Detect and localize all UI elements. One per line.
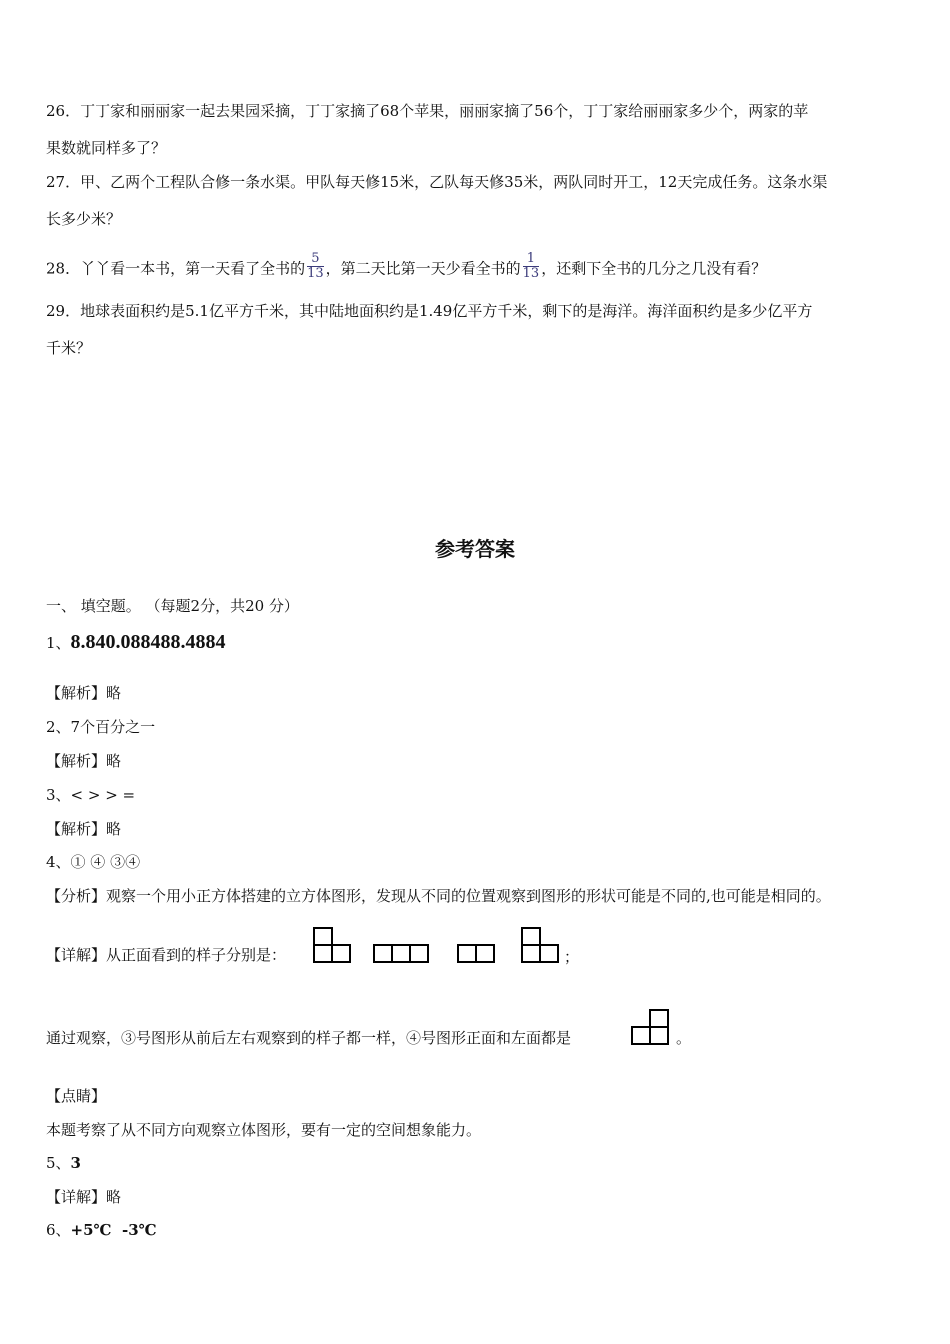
- answer-1-value: 8.840.088488.4884: [70, 631, 226, 653]
- analysis-3: 【解析】略: [46, 820, 122, 838]
- fraction-1-13: [523, 252, 540, 281]
- question-27-line-1: 27．甲、乙两个工程队合修一条水渠。甲队每天修15米，乙队每天修35米，两队同时开工，12天完成任务。这条水渠: [46, 173, 828, 191]
- question-28-text-1: 28．丫丫看一本书，第一天看了全书的: [46, 259, 306, 278]
- front-view-figure-1: [313, 927, 351, 963]
- answer-4: 4、① ④ ③④: [46, 853, 141, 871]
- front-view-figure-3: [457, 944, 495, 964]
- question-28-text-3: ，还剩下全书的几分之几没有看？: [541, 259, 767, 278]
- front-view-figure-2: [373, 944, 429, 964]
- answer-1-prefix: 1、: [46, 634, 71, 652]
- answer-4-observation: 通过观察，③号图形从前后左右观察到的样子都一样，④号图形正面和左面都是: [46, 1029, 572, 1047]
- answer-2: 2、7个百分之一: [46, 718, 156, 736]
- question-27-line-2: 长多少米？: [46, 210, 122, 228]
- analysis-2: 【解析】略: [46, 752, 122, 770]
- fraction-5-13: [307, 252, 324, 281]
- front-left-view-figure: [631, 1009, 669, 1045]
- answer-4-analysis: 【分析】观察一个用小正方体搭建的立方体图形，发现从不同的位置观察到图形的形状可能是不同的,也可能是相同的。: [46, 887, 831, 905]
- fraction-denominator: 13: [307, 266, 324, 281]
- answer-5: [46, 1153, 81, 1173]
- question-28-text-2: ，第二天比第一天少看全书的: [325, 259, 521, 278]
- answer-4-detail: 【详解】从正面看到的样子分别是：: [46, 946, 287, 964]
- answer-6-prefix: 6、: [46, 1221, 71, 1239]
- front-view-figure-4: [521, 927, 559, 963]
- question-26-line-1: 26．丁丁家和丽丽家一起去果园采摘，丁丁家摘了68个苹果，丽丽家摘了56个，丁丁家给丽丽家多少个，两家的苹: [46, 102, 809, 120]
- question-28: [46, 251, 767, 284]
- analysis-1: 【解析】略: [46, 684, 122, 702]
- fraction-numerator: 5: [307, 252, 324, 267]
- question-29-line-1: 29．地球表面积约是5.1亿平方千米，其中陆地面积约是1.49亿平方千米，剩下的是海洋。海洋面积约是多少亿平方: [46, 302, 813, 320]
- observation-end: 。: [676, 1029, 692, 1047]
- figure-separator: ；: [564, 948, 580, 966]
- dianjing-text: 本题考察了从不同方向观察立体图形，要有一定的空间想象能力。: [46, 1121, 482, 1139]
- answers-title: 参考答案: [435, 537, 515, 561]
- answer-3: 3、< > > =: [46, 786, 136, 804]
- fraction-denominator: 13: [522, 266, 540, 281]
- answer-6: [46, 1220, 157, 1240]
- answer-6-value: +5℃ -3℃: [70, 1221, 157, 1239]
- answer-5-detail: 【详解】略: [46, 1188, 122, 1206]
- answer-1: [46, 632, 226, 653]
- section-heading: 一、 填空题。 （每题2分，共20 分）: [46, 597, 299, 615]
- answer-5-value: 3: [70, 1154, 81, 1172]
- question-29-line-2: 千米？: [46, 339, 92, 357]
- dianjing-label: 【点睛】: [46, 1087, 107, 1105]
- question-26-line-2: 果数就同样多了？: [46, 139, 167, 157]
- answer-5-prefix: 5、: [46, 1154, 71, 1172]
- fraction-numerator: 1: [523, 252, 540, 267]
